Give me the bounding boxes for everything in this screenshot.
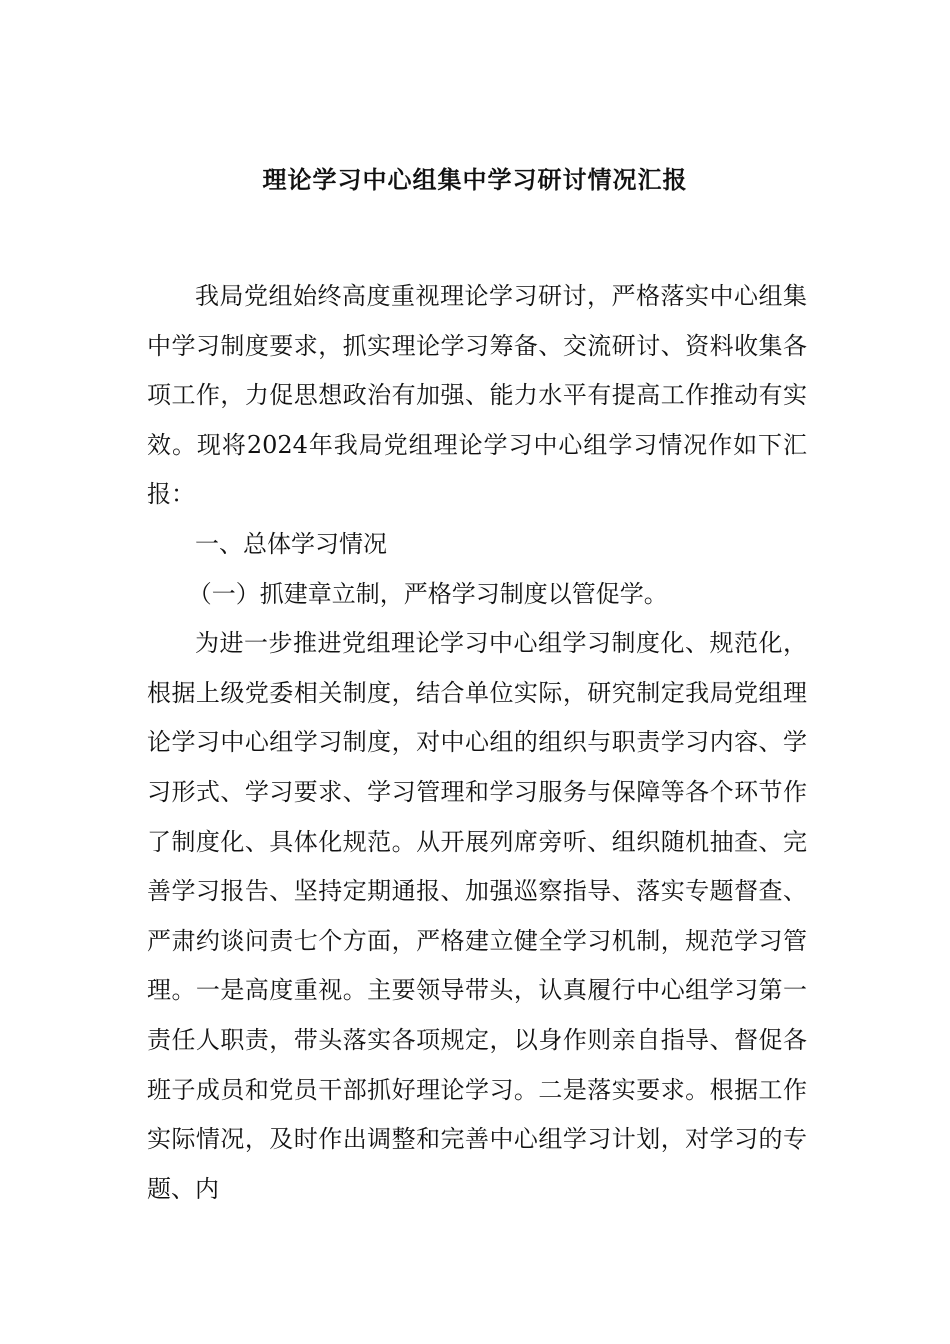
document-title: 理论学习中心组集中学习研讨情况汇报 — [262, 165, 688, 194]
intro-paragraph: 我局党组始终高度重视理论学习研讨，严格落实中心组集中学习制度要求，抓实理论学习筹备、交流研讨、资料收集各项工作，力促思想政治有加强、能力水平有提高工作推动有实效。现将2024年我局党组理论学习中心组学习情况作如下汇报： — [147, 282, 807, 509]
subsection-heading-1: （一）抓建章立制，严格学习制度以管促学。 — [187, 579, 668, 608]
section-heading-1: 一、总体学习情况 — [195, 529, 387, 558]
document-body — [147, 272, 807, 1214]
body-paragraph: 为进一步推进党组理论学习中心组学习制度化、规范化，根据上级党委相关制度，结合单位实际，研究制定我局党组理论学习中心组学习制度，对中心组的组织与职责学习内容、学习形式、学习要求、学习管理和学习服务与保障等各个环节作了制度化、具体化规范。从开展列席旁听、组织随机抽查、完善学习报告、坚持定期通报、加强巡察指导、落实专题督查、严肃约谈问责七个方面，严格建立健全学习机制，规范学习管理。一是高度重视。主要领导带头，认真履行中心组学习第一责任人职责，带头落实各项规定，以身作则亲自指导、督促各班子成员和党员干部抓好理论学习。二是落实要求。根据工作实际情况，及时作出调整和完善中心组学习计划，对学习的专题、内 — [147, 629, 807, 1203]
